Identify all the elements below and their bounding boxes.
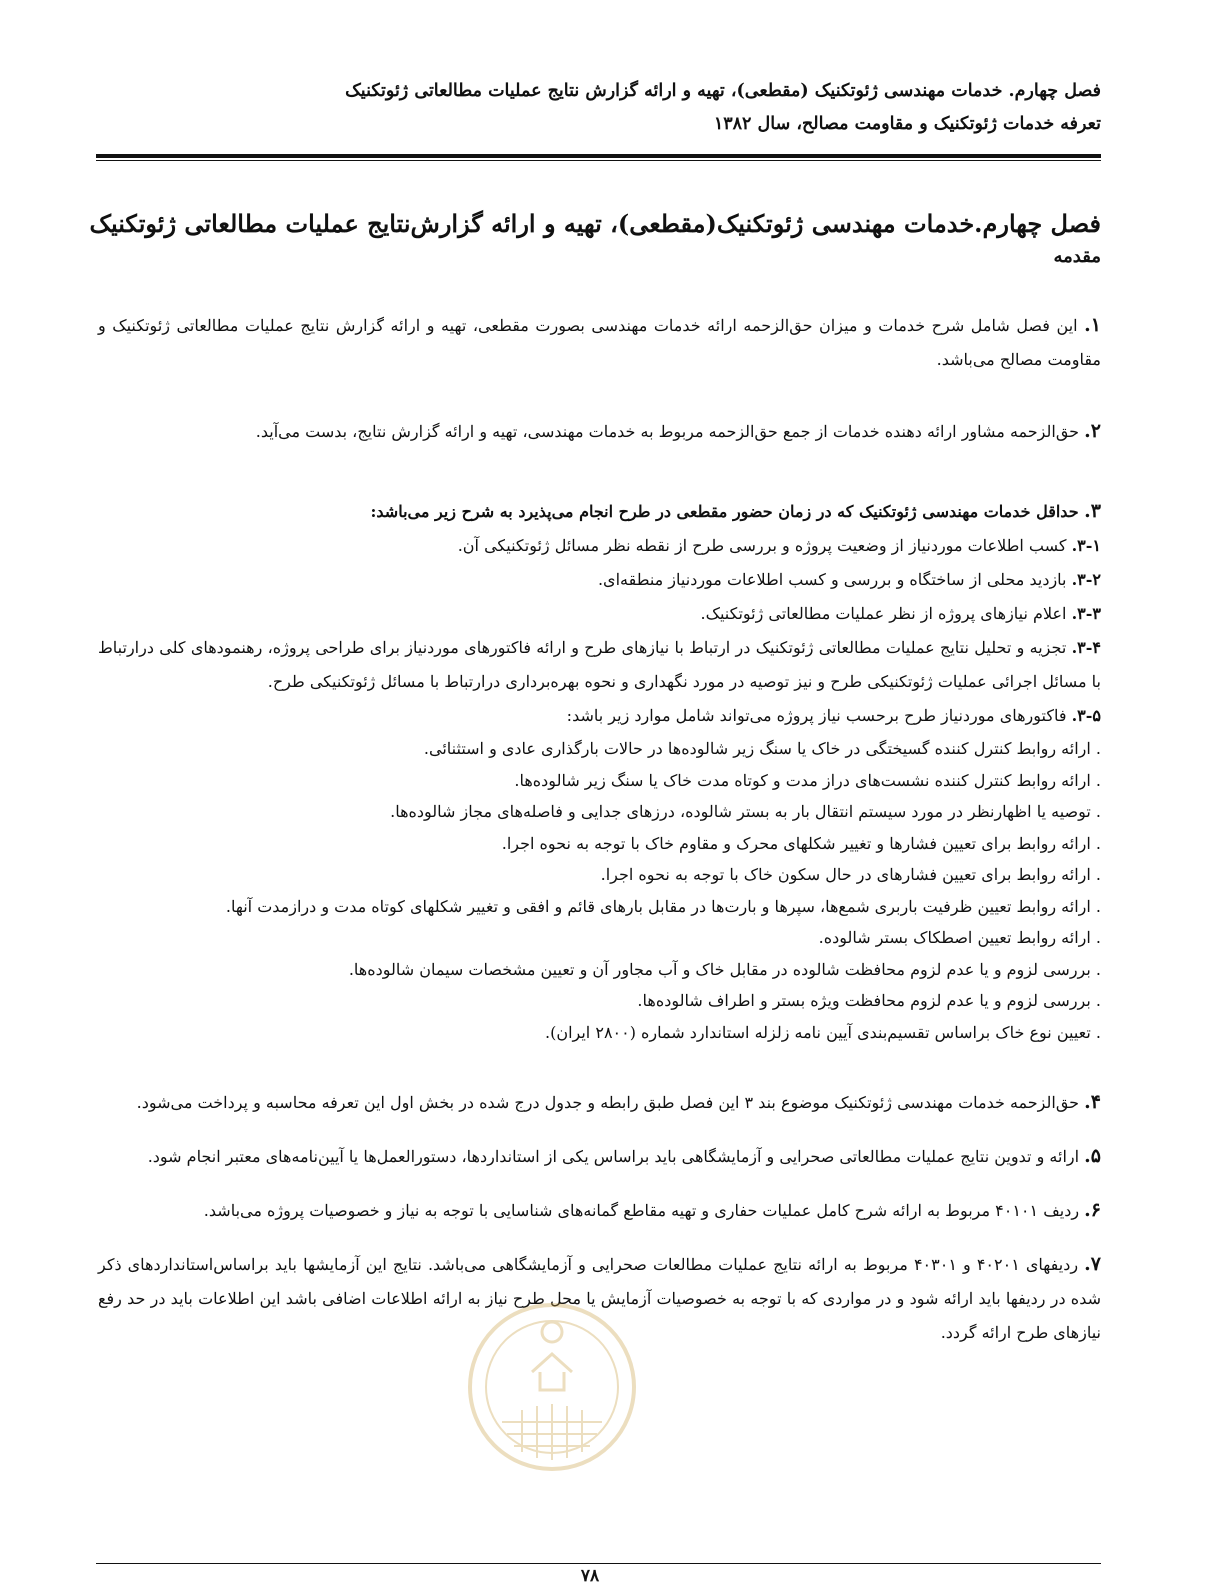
paragraph-2 <box>98 414 1101 449</box>
paragraph-text: ارائه و تدوین نتایج عملیات مطالعاتی صحرایی و آزمایشگاهی باید براساس یکی از استانداردها، دستورالعمل‌ها یا آیین‌نامه‌های معتبر انجام شود. <box>147 1147 1080 1166</box>
subitem <box>98 529 1101 563</box>
paragraph-3 <box>98 494 1101 529</box>
paragraph-number: ۳. <box>1084 500 1101 522</box>
subitem-number: ۳-۱. <box>1071 536 1101 555</box>
intro-heading: مقدمه <box>1053 246 1101 267</box>
bullet-item: . ارائه روابط کنترل کننده گسیختگی در خاک یا سنگ زیر شالوده‌ها در حالات بارگذاری عادی و استثنائی. <box>423 739 1101 758</box>
subitem-text: بازدید محلی از ساختگاه و بررسی و کسب اطلاعات موردنیاز منطقه‌ای. <box>597 570 1067 589</box>
paragraph-text: حق‌الزحمه خدمات مهندسی ژئوتکنیک موضوع بند ۳ این فصل طبق رابطه و جدول درج شده در بخش اول این تعرفه محاسبه و پرداخت می‌شود. <box>136 1093 1080 1112</box>
paragraph-number: ۴. <box>1084 1091 1101 1113</box>
page-number: ۷۸ <box>560 1566 620 1586</box>
bullet-item: . بررسی لزوم و یا عدم لزوم محافظت ویژه بستر و اطراف شالوده‌ها. <box>637 991 1101 1010</box>
paragraph-text: ردیفهای ۴۰۲۰۱ و ۴۰۳۰۱ مربوط به ارائه نتایج عملیات مطالعات صحرایی و آزمایشگاهی می‌باشد. نتایج این آزمایشها باید براساس‌استانداردهای ذکر شده در ردیفها باید ارائه شود و در مواردی که با توجه به خصوصیات آزمایش یا محل طرح نیاز به ارائه اطلاعات اضافی باشد این اطلاعات باید در حد رفع نیازهای طرح ارائه گردد. <box>98 1255 1101 1342</box>
subitem-number: ۳-۴. <box>1071 638 1101 657</box>
paragraph-text: حق‌الزحمه مشاور ارائه دهنده خدمات از جمع حق‌الزحمه مربوط به خدمات مهندسی، تهیه و ارائه گزارش نتایج، بدست می‌آید. <box>255 422 1080 441</box>
chapter-title: فصل چهارم.خدمات مهندسی ژئوتکنیک(مقطعی)، تهیه و ارائه گزارش‌نتایج عملیات مطالعاتی ژئوتکنیک <box>89 209 1101 238</box>
page-body <box>89 204 1101 1350</box>
bullet-item: . بررسی لزوم و یا عدم لزوم محافظت شالوده در مقابل خاک و آب مجاور آن و تعیین مشخصات سیمان شالوده‌ها. <box>348 959 1101 979</box>
subitem-number: ۳-۲. <box>1071 570 1101 589</box>
paragraph-number: ۶. <box>1084 1199 1101 1221</box>
paragraph-6 <box>98 1193 1101 1228</box>
paragraph-7 <box>98 1247 1101 1350</box>
paragraph-number: ۲. <box>1084 420 1101 442</box>
bullet-item: . تعیین نوع خاک براساس تقسیم‌بندی آیین نامه زلزله استاندارد شماره (۲۸۰۰ ایران). <box>545 1022 1101 1042</box>
subitem-number: ۳-۵. <box>1071 706 1101 725</box>
bullet-item: . ارائه روابط کنترل کننده نشست‌های دراز مدت و کوتاه مدت خاک یا سنگ زیر شالوده‌ها. <box>514 770 1101 790</box>
paragraph-number: ۵. <box>1084 1145 1101 1167</box>
paragraph-1 <box>98 308 1101 377</box>
running-header-book: تعرفه خدمات ژئوتکنیک و مقاومت مصالح، سال ۱۳۸۲ <box>713 114 1101 134</box>
footer-rule <box>96 1563 1101 1564</box>
bullet-list <box>98 733 1101 1048</box>
subitem <box>98 563 1101 597</box>
bullet-item: . توصیه یا اظهارنظر در مورد سیستم انتقال بار به بستر شالوده، درزهای جدایی و فاصله‌های مجاز شالوده‌ها. <box>390 802 1101 821</box>
paragraph-number: ۷. <box>1084 1253 1101 1275</box>
subitem-number: ۳-۳. <box>1071 604 1101 623</box>
running-header-chapter: فصل چهارم. خدمات مهندسی ژئوتکنیک (مقطعی)، تهیه و ارائه گزارش نتایج عملیات مطالعاتی ژئوتکنیک <box>345 81 1101 101</box>
header-rule-thin <box>96 160 1101 161</box>
paragraph-text: ردیف ۴۰۱۰۱ مربوط به ارائه شرح کامل عملیات حفاری و تهیه مقاطع گمانه‌های شناسایی با توجه به نیاز و خصوصیات پروژه می‌باشد. <box>203 1201 1080 1220</box>
subitem-text: تجزیه و تحلیل نتایج عملیات مطالعاتی ژئوتکنیک در ارتباط با نیازهای طرح و ارائه فاکتورهای موردنیاز برای طراحی پروژه، رهنمودهای کلی درارتباط با مسائل اجرائی عملیات ژئوتکنیکی طرح و نیز توصیه در مورد نگهداری و نحوه بهره‌برداری درارتباط با مسائل ژئوتکنیکی طرح. <box>98 638 1101 691</box>
header-rule-thick <box>96 154 1101 158</box>
subitem-text: اعلام نیازهای پروژه از نظر عملیات مطالعاتی ژئوتکنیک. <box>700 604 1067 623</box>
bullet-item: . ارائه روابط برای تعیین فشارها و تغییر شکلهای محرک و مقاوم خاک با توجه به نحوه اجرا. <box>501 833 1101 853</box>
subitem-text: فاکتورهای موردنیاز طرح برحسب نیاز پروژه می‌تواند شامل موارد زیر باشد: <box>566 706 1067 725</box>
paragraph-5 <box>98 1139 1101 1174</box>
bullet-item: . ارائه روابط برای تعیین فشارهای در حال سکون خاک با توجه به نحوه اجرا. <box>600 865 1101 884</box>
subitem-text: کسب اطلاعات موردنیاز از وضعیت پروژه و بررسی طرح از نقطه نظر مسائل ژئوتکنیکی آن. <box>457 536 1067 555</box>
subitem <box>98 699 1101 733</box>
bullet-item: . ارائه روابط تعیین اصطکاک بستر شالوده. <box>818 928 1101 947</box>
bullet-item: . ارائه روابط تعیین ظرفیت باربری شمع‌ها، سپرها و بارت‌ها در مقابل بارهای قائم و افقی و تغییر شکلهای کوتاه مدت و درازمدت آنها. <box>225 896 1101 916</box>
subitem <box>98 631 1101 699</box>
paragraph-text: حداقل خدمات مهندسی ژئوتکنیک که در زمان حضور مقطعی در طرح انجام می‌پذیرد به شرح زیر می‌باشد: <box>370 502 1079 521</box>
paragraph-number: ۱. <box>1084 314 1101 336</box>
subitem <box>98 597 1101 631</box>
running-header <box>96 75 1101 141</box>
paragraph-4 <box>98 1085 1101 1120</box>
paragraph-text: این فصل شامل شرح خدمات و میزان حق‌الزحمه ارائه خدمات مهندسی بصورت مقطعی، تهیه و ارائه گزارش نتایج عملیات مطالعاتی ژئوتکنیک و مقاومت مصالح می‌باشد. <box>98 316 1101 369</box>
